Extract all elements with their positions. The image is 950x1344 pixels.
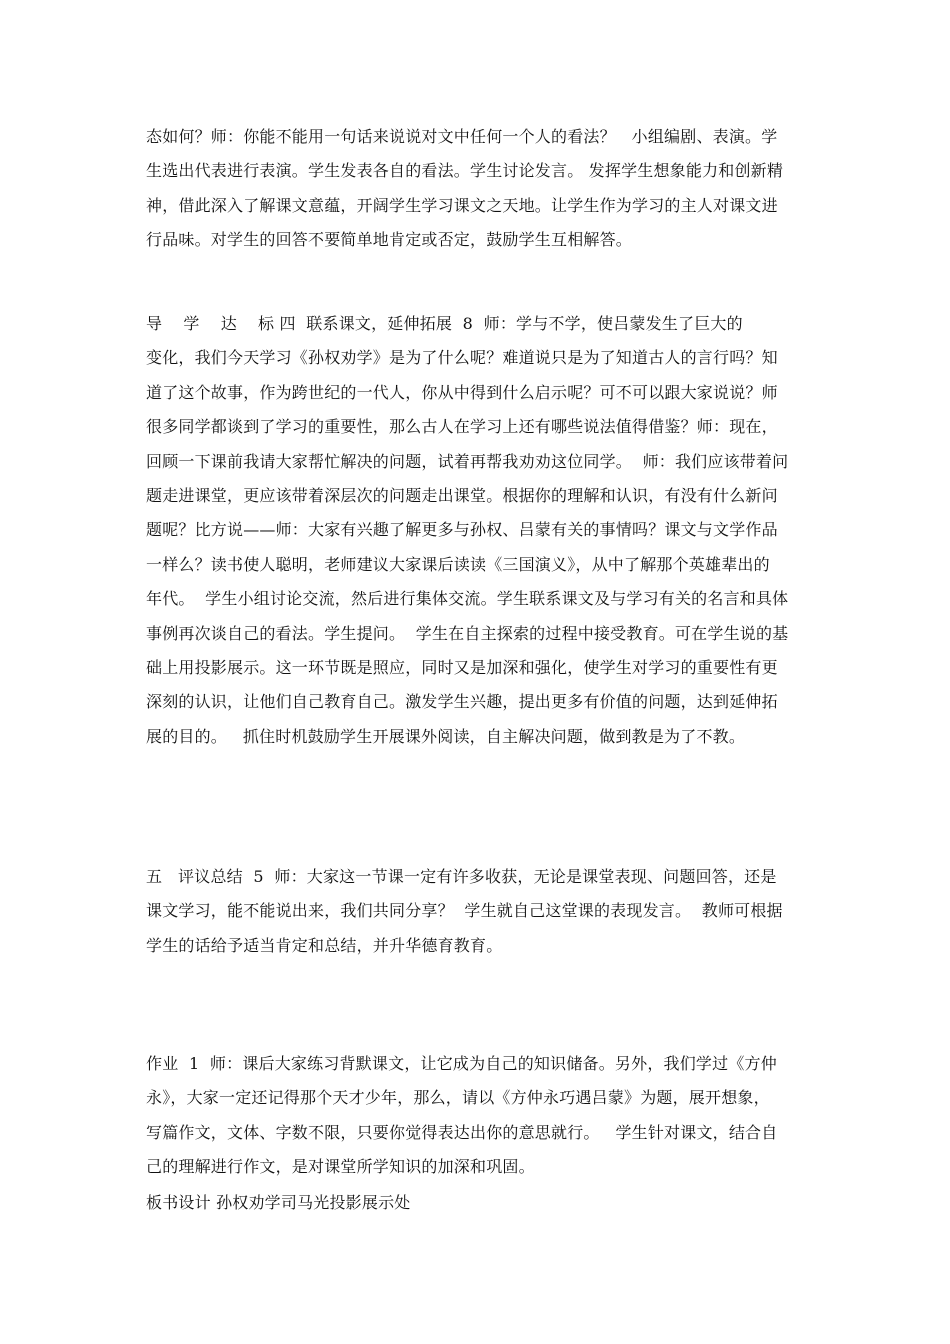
text-line: 变化，我们今天学习《孙权劝学》是为了什么呢？难道说只是为了知道古人的言行吗？知 (146, 348, 778, 368)
text-line: 道了这个故事，作为跨世纪的一代人，你从中得到什么启示呢？可不可以跟大家说说？师 (146, 382, 778, 402)
text-line: 神，借此深入了解课文意蕴，开阔学生学习课文之天地。让学生作为学习的主人对课文进 (146, 195, 778, 215)
paragraph-3 (146, 860, 810, 963)
text-line: 很多同学都谈到了学习的重要性，那么古人在学习上还有哪些说法值得借鉴？师：现在， (146, 417, 778, 437)
text-line: 己的理解进行作文，是对课堂所学知识的加深和巩固。 (146, 1157, 535, 1177)
text-line: 导 学 达 标 四 联系课文，延伸拓展 8 师：学与不学，使吕蒙发生了巨大的 (146, 314, 743, 333)
text-line: 学生的话给予适当肯定和总结，并升华德育教育。 (146, 935, 503, 955)
text-line: 年代。 学生小组讨论交流，然后进行集体交流。学生联系课文及与学习有关的名言和具体 (146, 589, 789, 609)
text-line: 课文学习，能不能说出来，我们共同分享？ 学生就自己这堂课的表现发言。 教师可根据 (146, 901, 783, 921)
text-line: 作业 1 师：课后大家练习背默课文，让它成为自己的知识储备。另外，我们学过《方仲 (146, 1054, 777, 1073)
text-line: 生选出代表进行表演。学生发表各自的看法。学生讨论发言。 发挥学生想象能力和创新精 (146, 161, 784, 181)
text-line: 展的目的。 抓住时机鼓励学生开展课外阅读，自主解决问题，做到教是为了不教。 (146, 726, 746, 746)
paragraph-5 (146, 1186, 810, 1220)
text-line: 写篇作文，文体、字数不限，只要你觉得表达出你的意思就行。 学生针对课文，结合自 (146, 1122, 778, 1142)
paragraph-2 (146, 307, 810, 754)
text-line: 永》，大家一定还记得那个天才少年，那么，请以《方仲永巧遇吕蒙》为题，展开想象， (146, 1088, 770, 1108)
text-line: 题走进课堂，更应该带着深层次的问题走出课堂。根据你的理解和认识，有没有什么新问 (146, 485, 778, 505)
paragraph-4 (146, 1047, 810, 1185)
text-line: 础上用投影展示。这一环节既是照应，同时又是加深和强化，使学生对学习的重要性有更 (146, 657, 778, 677)
paragraph-1 (146, 120, 810, 258)
text-line: 回顾一下课前我请大家帮忙解决的问题，试着再帮我劝劝这位同学。 师：我们应该带着问 (146, 451, 789, 471)
text-line: 题呢？比方说——师：大家有兴趣了解更多与孙权、吕蒙有关的事情吗？课文与文学作品 (146, 520, 778, 540)
text-line: 深刻的认识，让他们自己教育自己。激发学生兴趣，提出更多有价值的问题，达到延伸拓 (146, 692, 778, 712)
text-line: 一样么？读书使人聪明，老师建议大家课后读读《三国演义》，从中了解那个英雄辈出的 (146, 554, 770, 574)
text-line: 行品味。对学生的回答不要简单地肯定或否定，鼓励学生互相解答。 (146, 230, 633, 250)
text-line: 五 评议总结 5 师：大家这一节课一定有许多收获，无论是课堂表现、问题回答，还是 (146, 867, 777, 886)
text-line: 事例再次谈自己的看法。学生提问。 学生在自主探索的过程中接受教育。可在学生说的基 (146, 623, 789, 643)
text-line: 板书设计 孙权劝学司马光投影展示处 (146, 1193, 411, 1212)
text-line: 态如何？师：你能不能用一句话来说说对文中任何一个人的看法？ 小组编剧、表演。学 (146, 127, 778, 146)
